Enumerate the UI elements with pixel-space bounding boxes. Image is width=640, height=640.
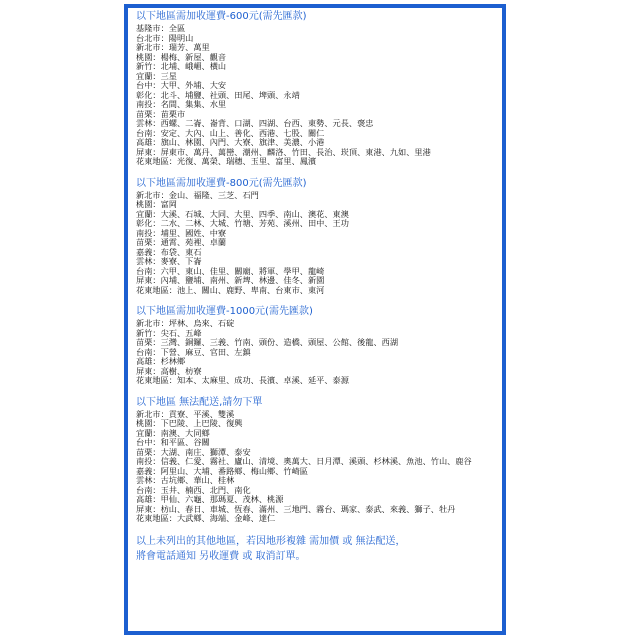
region-row: 宜蘭：南澳、大同鄉	[136, 428, 210, 438]
region-row: 新北市：瑞芳、萬里	[136, 43, 210, 52]
region-row: 花東地區：知本、太麻里、成功、長濱、卓溪、延平、泰源	[136, 376, 349, 385]
section-heading: 以下地區需加收運費-600元(需先匯款)	[136, 11, 307, 22]
region-row: 屏東：高樹、枋寮	[136, 366, 202, 376]
region-row: 雲林：麥寮、下崙	[136, 257, 202, 266]
section-heading: 以下地區需加收運費-1000元(需先匯款)	[136, 306, 313, 317]
section-gap	[136, 167, 498, 177]
region-row: 南投：埔里、國姓、中寮	[136, 228, 227, 238]
region-row: 台南：六甲、東山、佳里、關廟、將軍、學甲、龍崎	[136, 266, 325, 276]
footer-note-line1: 以上未列出的其他地區，若因地形複雜 需加價 或 無法配送，	[136, 535, 406, 547]
footer-gap	[136, 524, 498, 534]
region-row: 基隆市：全區	[136, 24, 186, 33]
fee-section-2	[136, 177, 498, 296]
section-heading: 以下地區 無法配送,請勿下單	[136, 396, 263, 408]
region-row: 桃園：富岡	[136, 200, 177, 209]
region-row: 花東地區：池上、關山、鹿野、卑南、台東市、東河	[136, 285, 325, 295]
region-row: 新北市：坪林、烏來、石碇	[136, 319, 235, 328]
section-gap	[136, 295, 498, 305]
region-row: 花東地區：光復、萬榮、瑞穗、玉里、富里、鳳濱	[136, 157, 317, 166]
region-row: 雲林：西螺、二崙、崙背、口湖、四湖、台西、東勢、元長、褒忠	[136, 119, 374, 128]
notice-content	[136, 10, 498, 564]
footer-note-line2: 將會電話通知 另收運費 或 取消訂單。	[136, 550, 306, 562]
region-row: 新北市：金山、福隆、三芝、石門	[136, 190, 259, 200]
fee-section-1	[136, 10, 498, 167]
region-row: 新北市：貢寮、平溪、雙溪	[136, 409, 235, 419]
region-row: 台南：下營、麻豆、官田、左鎮	[136, 347, 251, 357]
region-row: 桃園：下巴陵、上巴陵、復興	[136, 419, 243, 428]
region-row: 宜蘭：大溪、石城、大同、大里、四季、南山、澳花、東澳	[136, 209, 349, 219]
section-gap	[136, 386, 498, 396]
fee-section-3	[136, 305, 498, 386]
region-row: 台中：大甲、外埔、大安	[136, 81, 227, 90]
section-heading: 以下地區需加收運費-800元(需先匯款)	[136, 177, 307, 189]
region-row: 嘉義：布袋、東石	[136, 247, 202, 257]
region-row: 南投：名間、集集、水里	[136, 100, 227, 109]
region-row: 高雄：甲仙、六龜、那瑪夏、茂林、桃源	[136, 495, 284, 504]
region-row: 南投：信義、仁愛、霧社、廬山、清境、奧萬大、日月潭、溪頭、杉林溪、魚池、竹山、鹿谷	[136, 457, 472, 466]
footer-note	[136, 534, 498, 564]
region-row: 苗栗：苗栗市	[136, 109, 186, 119]
region-row: 屏東：枋山、春日、車城、恆春、滿州、三地門、霧台、瑪家、泰武、來義、獅子、牡丹	[136, 504, 456, 514]
region-row: 花東地區：大武鄉、海端、金峰、達仁	[136, 514, 276, 523]
region-row: 新竹：尖石、五峰	[136, 328, 202, 338]
region-row: 苗栗：大湖、南庄、獅潭、泰安	[136, 447, 251, 457]
region-row: 彰化：二水、二林、大城、竹塘、芳苑、溪州、田中、王功	[136, 219, 349, 228]
region-row: 台北市：陽明山	[136, 33, 194, 43]
fee-section-4	[136, 396, 498, 524]
region-row: 雲林：古坑鄉、華山、桂林	[136, 476, 235, 485]
region-row: 高雄：杉林鄉	[136, 357, 186, 366]
region-row: 屏東：內埔、鹽埔、南州、新埤、林邊、佳冬、新園	[136, 276, 325, 285]
region-row: 屏東：屏東市、萬丹、萬巒、潮州、麟洛、竹田、長治、崁頂、東港、九如、里港	[136, 147, 431, 157]
region-row: 彰化：北斗、埔鹽、社頭、田尾、埤頭、永靖	[136, 90, 300, 100]
region-row: 桃園：楊梅、新屋、觀音	[136, 52, 227, 62]
region-row: 台中：和平區、谷關	[136, 438, 210, 447]
region-row: 苗栗：三灣、銅鑼、三義、竹南、頭份、造橋、頭屋、公館、後龍、西湖	[136, 338, 399, 347]
region-row: 嘉義：阿里山、大埔、番路鄉、梅山鄉、竹崎區	[136, 466, 308, 476]
region-row: 高雄：旗山、林園、內門、大寮、旗津、美濃、小港	[136, 138, 325, 147]
region-row: 台南：安定、大內、山上、善化、西港、七股、關仁	[136, 128, 325, 138]
region-row: 台南：玉井、楠西、北門、南化	[136, 485, 251, 495]
shipping-fee-notice-card	[124, 4, 506, 635]
region-row: 新竹：北埔、峨嵋、橫山	[136, 62, 227, 71]
region-row: 苗栗：通霄、苑裡、卓蘭	[136, 238, 227, 247]
region-row: 宜蘭：三星	[136, 71, 177, 81]
